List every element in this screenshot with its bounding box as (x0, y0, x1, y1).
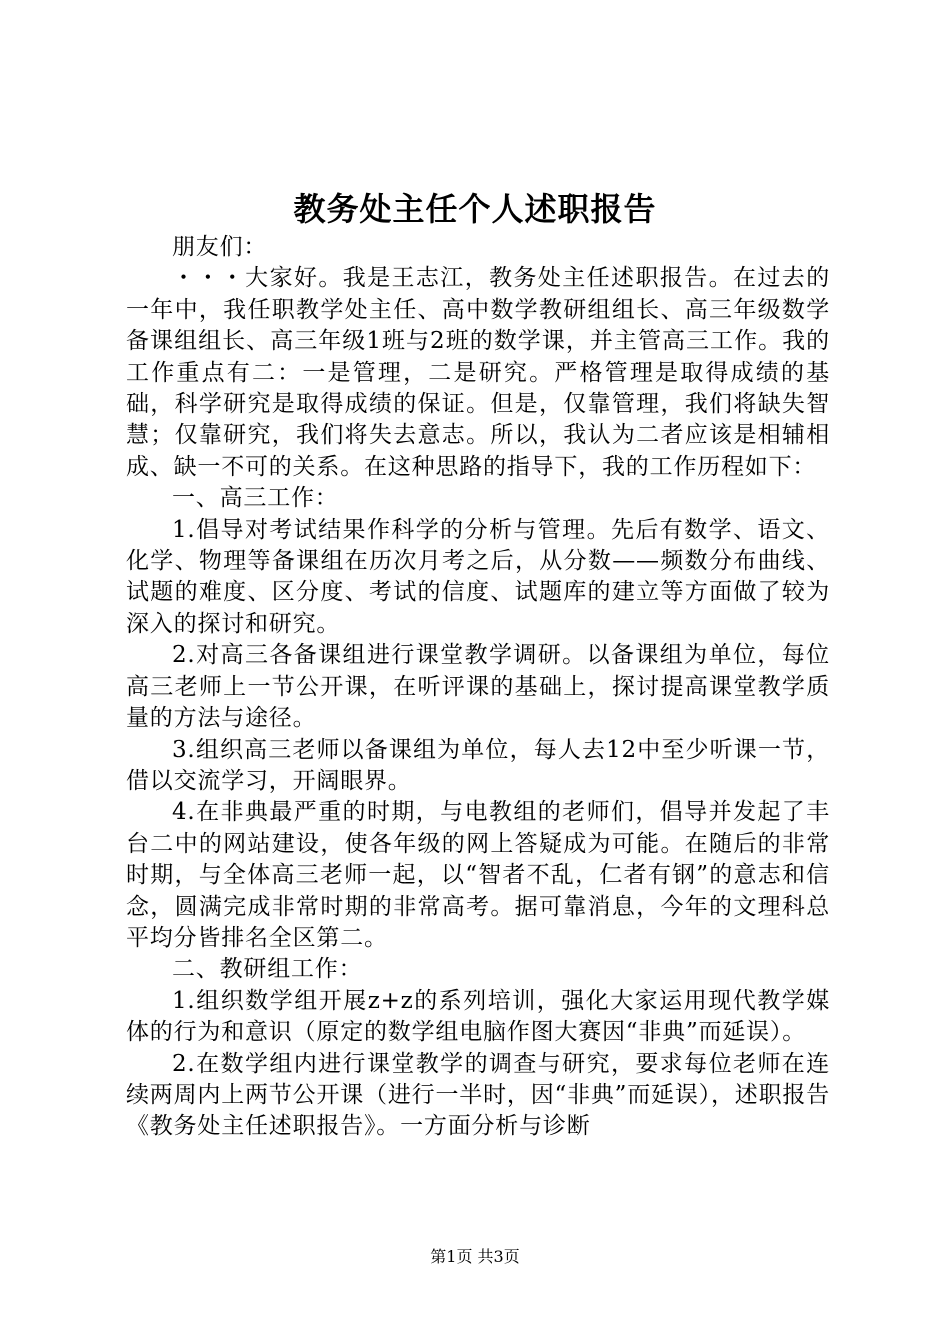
section-heading-senior-three: 一、高三工作： (172, 485, 339, 512)
document-body (126, 232, 830, 1143)
paragraph-item: 2.对高三各备课组进行课堂教学调研。以备课组为单位，每位高三老师上一节公开课，在听评课的基础上，探讨提高课堂教学质量的方法与途径。 (126, 642, 830, 732)
paragraph-intro: ・・・大家好。我是王志江，教务处主任述职报告。在过去的一年中，我任职教学处主任、高中数学教研组组长、高三年级数学备课组组长、高三年级1班与2班的数学课，并主管高三工作。我的工作重点有二：一是管理，二是研究。严格管理是取得成绩的基础，科学研究是取得成绩的保证。但是，仅靠管理，我们将缺失智慧；仅靠研究，我们将失去意志。所以，我认为二者应该是相辅相成、缺一不可的关系。在这种思路的指导下，我的工作历程如下： (126, 265, 830, 480)
document-title: 教务处主任个人述职报告 (293, 190, 657, 228)
paragraph-item: 1.倡导对考试结果作科学的分析与管理。先后有数学、语文、化学、物理等备课组在历次月考之后，从分数——频数分布曲线、试题的难度、区分度、考试的信度、试题库的建立等方面做了较为深入的探讨和研究。 (126, 516, 830, 637)
paragraph-item: 4.在非典最严重的时期，与电教组的老师们，倡导并发起了丰台二中的网站建设，使各年级的网上答疑成为可能。在随后的非常时期，与全体高三老师一起，以“智者不乱，仁者有钢”的意志和信念，圆满完成非常时期的非常高考。据可靠消息，今年的文理科总平均分皆排名全区第二。 (126, 799, 830, 951)
page-number-footer: 第1页 共3页 (430, 1247, 520, 1266)
paragraph-item: 2.在数学组内进行课堂教学的调查与研究，要求每位老师在连续两周内上两节公开课（进行一半时，因“非典”而延误），述职报告《教务处主任述职报告》。一方面分析与诊断 (126, 1050, 830, 1140)
section-heading-teaching-research: 二、教研组工作： (172, 956, 363, 983)
salutation: 朋友们： (172, 234, 268, 260)
paragraph-item: 1.组织数学组开展z+z的系列培训，强化大家运用现代教学媒体的行为和意识（原定的数学组电脑作图大赛因“非典”而延误）。 (126, 987, 830, 1046)
paragraph-item: 3.组织高三老师以备课组为单位，每人去12中至少听课一节，借以交流学习，开阔眼界。 (126, 736, 830, 794)
